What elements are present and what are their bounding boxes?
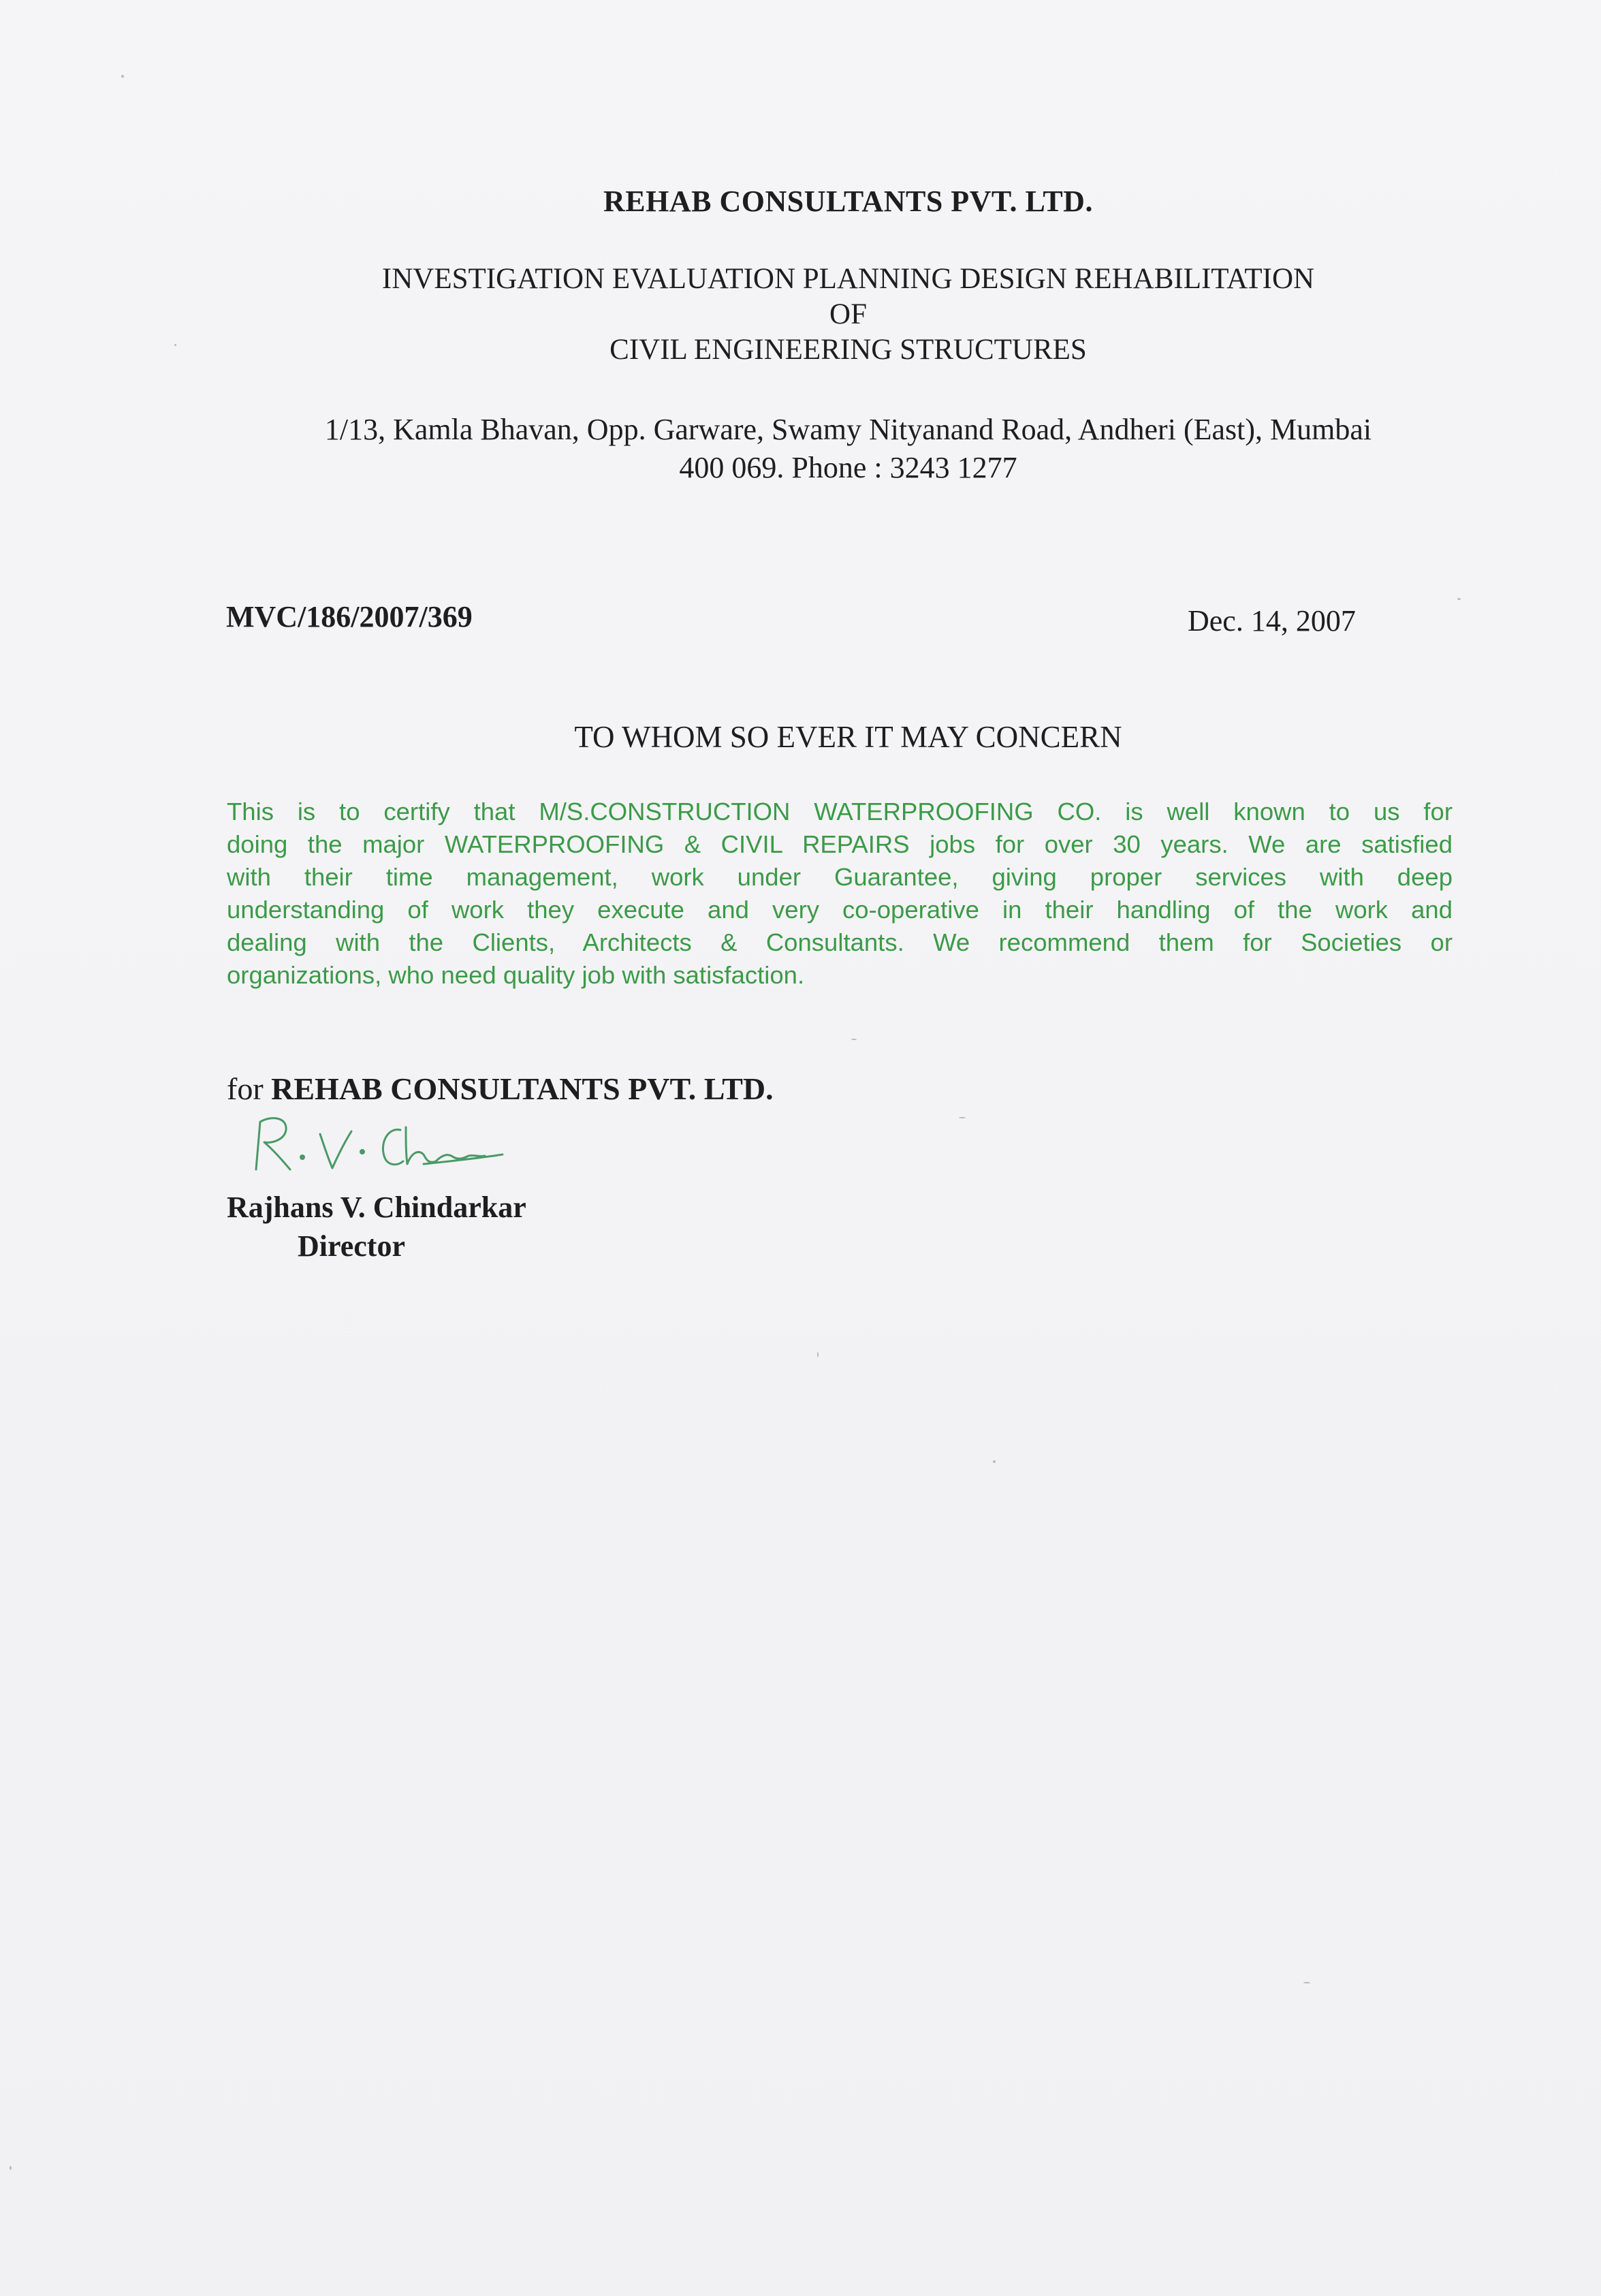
for-prefix: for xyxy=(227,1071,264,1106)
body-line-4: understanding of work they execute and very co-operative in their handling of the work and xyxy=(227,896,1453,924)
scan-speck xyxy=(10,2166,12,2170)
body-line-3: with their time management, work under Guarantee, giving proper services with deep xyxy=(227,863,1453,891)
signer-title: Director xyxy=(298,1229,405,1263)
scan-speck xyxy=(1457,598,1461,600)
tagline-line-2: OF xyxy=(829,298,867,330)
scan-speck xyxy=(959,1117,966,1118)
certificate-body xyxy=(227,796,1453,992)
tagline-line-3: CIVIL ENGINEERING STRUCTURES xyxy=(609,334,1087,366)
reference-number: MVC/186/2007/369 xyxy=(226,600,473,633)
signer-name: Rajhans V. Chindarkar xyxy=(227,1191,526,1224)
address-line-1: 1/13, Kamla Bhavan, Opp. Garware, Swamy Nityanand Road, Andheri (East), Mumbai xyxy=(324,413,1372,446)
scan-speck xyxy=(993,1460,996,1463)
body-line-1: This is to certify that M/S.CONSTRUCTION WATERPROOFING CO. is well known to us for xyxy=(227,798,1453,825)
body-line-6: organizations, who need quality job with satisfaction. xyxy=(227,961,805,989)
body-line-5: dealing with the Clients, Architects & Consultants. We recommend them for Societies or xyxy=(227,928,1453,956)
letter-date: Dec. 14, 2007 xyxy=(1188,604,1356,638)
for-company-line xyxy=(227,1071,774,1107)
for-company-name: REHAB CONSULTANTS PVT. LTD. xyxy=(271,1071,774,1106)
scan-speck xyxy=(817,1352,819,1357)
tagline-line-1: INVESTIGATION EVALUATION PLANNING DESIGN REHABILITATION xyxy=(381,263,1315,295)
address-line-2: 400 069. Phone : 3243 1277 xyxy=(679,451,1017,484)
scan-speck xyxy=(121,75,124,78)
scan-speck xyxy=(174,344,176,346)
letter-subject: TO WHOM SO EVER IT MAY CONCERN xyxy=(574,720,1122,754)
scan-speck xyxy=(1303,1982,1310,1983)
handwritten-signature xyxy=(245,1107,518,1182)
scan-speck xyxy=(851,1039,857,1040)
company-name: REHAB CONSULTANTS PVT. LTD. xyxy=(603,185,1093,218)
body-line-2: doing the major WATERPROOFING & CIVIL REPAIRS jobs for over 30 years. We are satisfied xyxy=(227,830,1453,858)
